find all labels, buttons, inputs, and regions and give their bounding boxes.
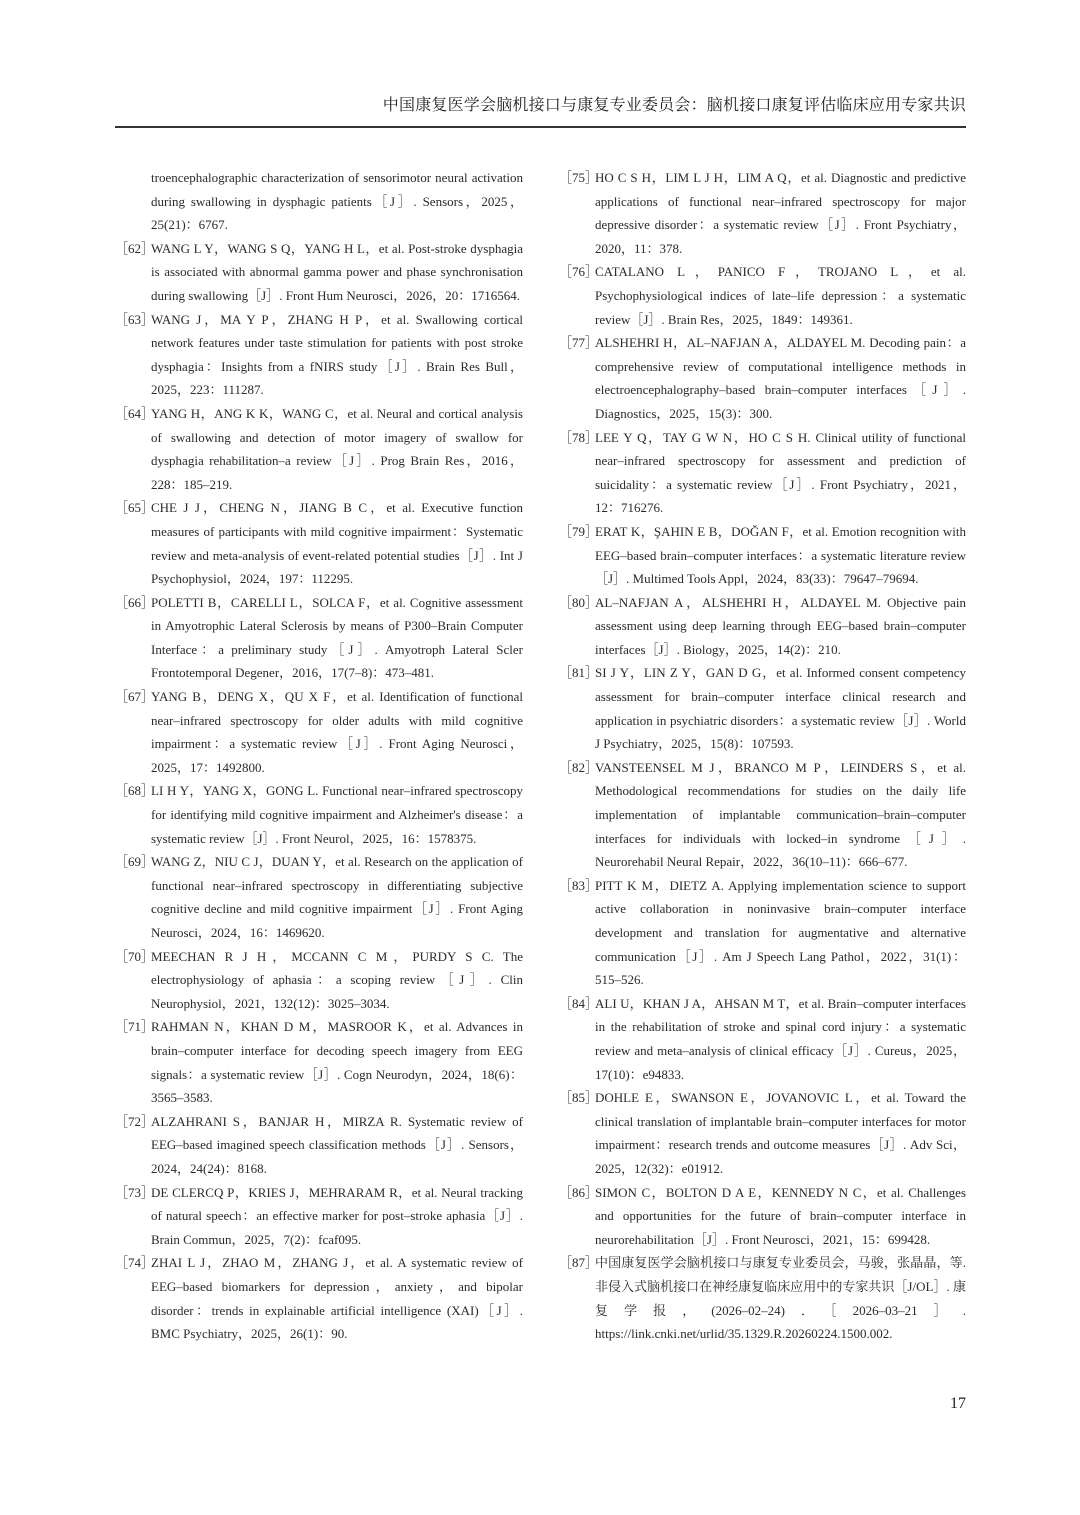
reference-text: DOHLE E，SWANSON E，JOVANOVIC L，et al. Toward the clinical translation of implantable brain–computer interfaces for motor impairment：research trends and outcome measures［J］. Adv Sci，2025，12(32)：e01912.	[595, 1090, 966, 1176]
reference-item	[115, 496, 523, 590]
reference-number: ［87］	[559, 1255, 599, 1271]
reference-text: RAHMAN N，KHAN D M，MASROOR K，et al. Advances in brain–computer interface for decoding speech imagery from EEG signals：a systematic review［J］. Cogn Neurodyn，2024，18(6)：3565–3583.	[151, 1019, 523, 1106]
reference-number: ［62］	[115, 240, 155, 256]
reference-item	[559, 591, 966, 662]
reference-number: ［80］	[559, 594, 599, 610]
reference-item	[115, 945, 523, 1016]
reference-number: ［78］	[559, 429, 599, 445]
reference-text: YANG H，ANG K K，WANG C，et al. Neural and cortical analysis of swallowing and detection of motor imagery of swallow for dysphagia rehabilitation–a review［J］. Prog Brain Res，2016，228：185–219.	[151, 405, 523, 492]
reference-number: ［72］	[115, 1113, 155, 1129]
reference-item	[115, 779, 523, 850]
right-column	[559, 166, 966, 1346]
reference-text: DE CLERCQ P，KRIES J，MEHRARAM R，et al. Neural tracking of natural speech：an effective marker for post–stroke aphasia［J］. Brain Commun，2025，7(2)：fcaf095.	[151, 1184, 523, 1247]
reference-number: ［82］	[559, 759, 599, 775]
reference-number: ［77］	[559, 335, 599, 351]
reference-number: ［75］	[559, 170, 599, 185]
reference-text: ALSHEHRI H，AL–NAFJAN A，ALDAYEL M. Decoding pain：a comprehensive review of computational intelligence methods in electroencephalography–based brain–computer interfaces［J］. Diagnostics，2025，15(3)：300.	[595, 335, 966, 421]
reference-number: ［68］	[115, 783, 155, 799]
reference-text: ZHAI L J，ZHAO M，ZHANG J，et al. A systematic review of EEG–based biomarkers for depression，anxiety，and bipolar disorder：trends in explainable artificial intelligence (XAI)［J］. BMC Psychiatry，2025，26(1)：90.	[151, 1255, 523, 1342]
reference-text: ALI U，KHAN J A，AHSAN M T，et al. Brain–computer interfaces in the rehabilitation of stroke and spinal cord injury：a systematic review and meta–analysis of clinical efficacy［J］. Cureus，2025，17(10)：e94833.	[595, 995, 966, 1082]
reference-item	[559, 520, 966, 591]
reference-text: ERAT K，ŞAHIN E B，DOĞAN F，et al. Emotion recognition with EEG–based brain–computer interfaces：a systematic literature review［J］. Multimed Tools Appl，2024，83(33)：79647–79694.	[595, 523, 966, 587]
reference-number: ［70］	[115, 948, 155, 964]
reference-text: LEE Y Q，TAY G W N，HO C S H. Clinical utility of functional near–infrared spectroscopy for assessment and prediction of suicidality：a systematic review［J］. Front Psychiatry，2021，12：716276.	[595, 429, 966, 516]
header-rule	[115, 126, 966, 128]
reference-text: CATALANO L，PANICO F，TROJANO L，et al. Psychophysiological indices of late–life depression：a systematic review［J］. Brain Res，2025，1849：149361.	[595, 264, 966, 327]
reference-number: ［66］	[115, 594, 155, 610]
reference-number: ［86］	[559, 1184, 599, 1200]
reference-item	[115, 850, 523, 944]
reference-number: ［74］	[115, 1255, 155, 1271]
reference-continuation: troencephalographic characterization of sensorimotor neural activation during swallowing in dysphagic patients［J］. Sensors，2025，25(21)：6767.	[151, 170, 523, 233]
right-reference-list	[559, 166, 966, 1346]
reference-item	[115, 237, 523, 308]
reference-item	[559, 1251, 966, 1345]
reference-item	[115, 308, 523, 402]
reference-item	[559, 992, 966, 1086]
page-number: 17	[950, 1395, 966, 1412]
reference-item	[115, 685, 523, 779]
left-reference-list	[115, 237, 523, 1346]
reference-text: HO C S H，LIM L J H，LIM A Q，et al. Diagnostic and predictive applications of functional near–infrared spectroscopy for major depressive disorder：a systematic review［J］. Front Psychiatry，2020，11：378.	[595, 170, 966, 256]
reference-item	[559, 1181, 966, 1252]
reference-text: SIMON C，BOLTON D A E，KENNEDY N C，et al. Challenges and opportunities for the future of brain–computer interface in neurorehabilitation［J］. Front Neurosci，2021，15：699428.	[595, 1184, 966, 1247]
reference-item	[559, 166, 966, 260]
reference-number: ［63］	[115, 311, 155, 327]
reference-item	[559, 426, 966, 520]
reference-text: ALZAHRANI S，BANJAR H，MIRZA R. Systematic review of EEG–based imagined speech classification methods［J］. Sensors，2024，24(24)：8168.	[151, 1113, 523, 1176]
reference-text: LI H Y，YANG X，GONG L. Functional near–infrared spectroscopy for identifying mild cognitive impairment and Alzheimer's disease：a systematic review［J］. Front Neurol，2025，16：1578375.	[151, 783, 523, 846]
reference-text: WANG Z，NIU C J，DUAN Y，et al. Research on the application of functional near–infrared spectroscopy in differentiating subjective cognitive decline and mild cognitive impairment［J］. Front Aging Neurosci，2024，16：1469620.	[151, 854, 523, 940]
reference-number: ［73］	[115, 1184, 155, 1200]
reference-text: CHE J J，CHENG N，JIANG B C，et al. Executive function measures of participants with mild cognitive impairment：Systematic review and meta-analysis of event-related potential studies［J］. Int J Psychophysiol，2024，197：112295.	[151, 500, 523, 587]
reference-item	[115, 1181, 523, 1252]
reference-item	[115, 591, 523, 685]
reference-number: ［71］	[115, 1019, 155, 1035]
reference-item	[559, 661, 966, 755]
reference-item	[559, 1086, 966, 1180]
reference-number: ［84］	[559, 995, 599, 1011]
reference-number: ［64］	[115, 405, 155, 421]
reference-number: ［69］	[115, 854, 155, 870]
reference-number: ［83］	[559, 877, 599, 893]
reference-item	[115, 1251, 523, 1345]
reference-text: YANG B，DENG X，QU X F，et al. Identification of functional near–infrared spectroscopy for older adults with mild cognitive impairment：a systematic review［J］. Front Aging Neurosci，2025，17：1492800.	[151, 689, 523, 775]
reference-number: ［76］	[559, 264, 599, 280]
reference-text: POLETTI B，CARELLI L，SOLCA F，et al. Cognitive assessment in Amyotrophic Lateral Sclerosis by means of P300–Brain Computer Interface：a preliminary study［J］. Amyotroph Lateral Scler Frontotemporal Degener，2016，17(7–8)：473–481.	[151, 594, 523, 681]
reference-number: ［67］	[115, 689, 155, 705]
reference-number: ［81］	[559, 665, 599, 681]
reference-item	[559, 874, 966, 992]
reference-item	[559, 331, 966, 425]
reference-item	[115, 402, 523, 496]
reference-item	[115, 1015, 523, 1109]
running-header: 中国康复医学会脑机接口与康复专业委员会：脑机接口康复评估临床应用专家共识	[382, 97, 966, 114]
reference-text: PITT K M，DIETZ A. Applying implementation science to support active collaboration in noninvasive brain–computer interface development and translation for augmentative and alternative communication［J］. Am J Speech Lang Pathol，2022，31(1)：515–526.	[595, 877, 966, 988]
reference-text: AL–NAFJAN A，ALSHEHRI H，ALDAYEL M. Objective pain assessment using deep learning through EEG–based brain–computer interfaces［J］. Biology，2025，14(2)：210.	[595, 594, 966, 657]
reference-text: WANG L Y，WANG S Q，YANG H L，et al. Post-stroke dysphagia is associated with abnormal gamma power and phase synchronisation during swallowing［J］. Front Hum Neurosci，2026，20：1716564.	[151, 240, 523, 303]
reference-item	[559, 260, 966, 331]
reference-number: ［85］	[559, 1090, 599, 1106]
reference-text: WANG J，MA Y P，ZHANG H P，et al. Swallowing cortical network features under taste stimulation for patients with post stroke dysphagia：Insights from a fNIRS study［J］. Brain Res Bull，2025，223：111287.	[151, 311, 523, 398]
reference-number: ［79］	[559, 523, 599, 539]
reference-text: VANSTEENSEL M J，BRANCO M P，LEINDERS S，et al. Methodological recommendations for studies on the daily life implementation of implantable communication–brain–computer interfaces for individuals with locked–in syndrome［J］. Neurorehabil Neural Repair，2022，36(10–11)：666–677.	[595, 759, 966, 870]
reference-text: SI J Y，LIN Z Y，GAN D G，et al. Informed consent competency assessment for brain–computer interface clinical research and application in psychiatric disorders：a systematic review［J］. World J Psychiatry，2025，15(8)：107593.	[595, 665, 966, 752]
reference-text: MEECHAN R J H，MCCANN C M，PURDY S C. The electrophysiology of aphasia：a scoping review［J］. Clin Neurophysiol，2021，132(12)：3025–3034.	[151, 948, 523, 1011]
reference-number: ［65］	[115, 500, 155, 516]
left-column	[115, 166, 523, 1346]
reference-text: 中国康复医学会脑机接口与康复专业委员会，马骏，张晶晶，等. 非侵入式脑机接口在神经康复临床应用中的专家共识［J/OL］. 康复学报，(2026–02–24)．［2026–03–21］. https://link.cnki.net/urlid/35.1329.R.20260224.1500.002.	[595, 1255, 966, 1342]
reference-item	[559, 756, 966, 874]
reference-item	[115, 1110, 523, 1181]
